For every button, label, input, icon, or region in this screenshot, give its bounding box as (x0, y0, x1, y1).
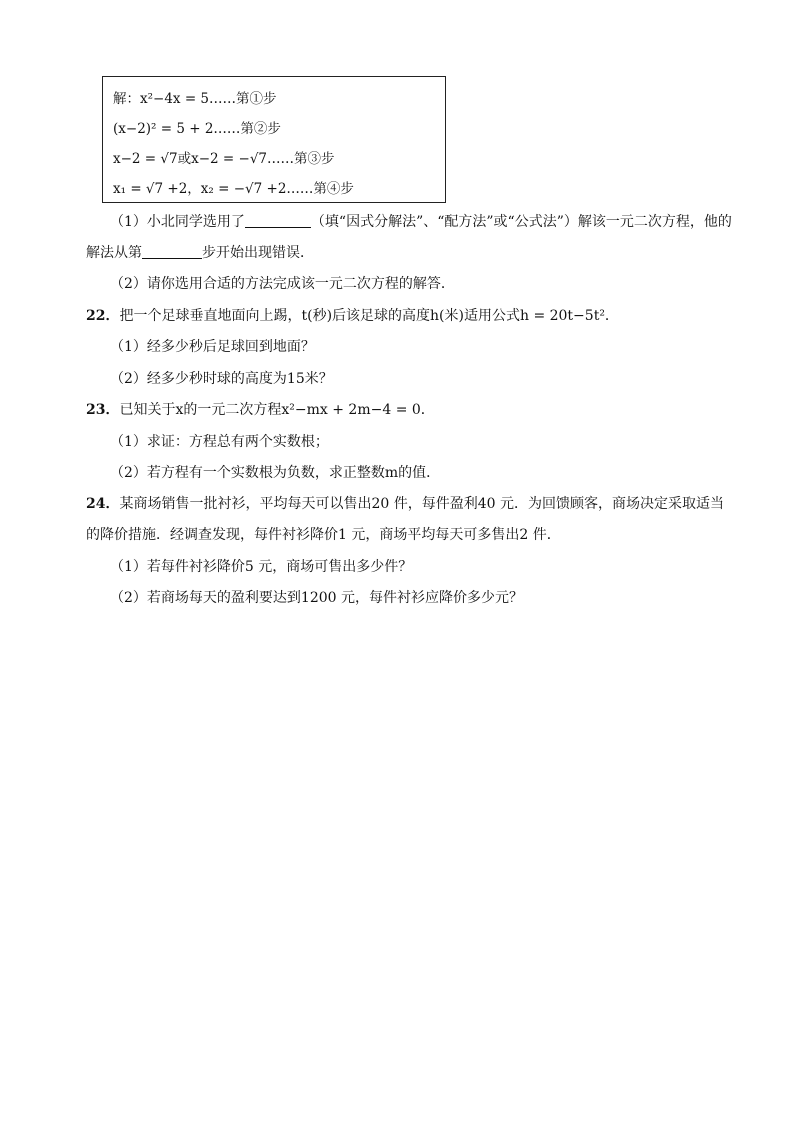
q24-stem-1: 某商场销售一批衬衫，平均每天可以售出20 件，每件盈利40 元．为回馈顾客，商场决定采取适当 (119, 496, 725, 512)
solution-step-3: x−2 = √7或x−2 = −√7……第③步 (113, 151, 335, 167)
q21-part1-a: （1）小北同学选用了 (110, 214, 245, 230)
q22-part1: （1）经多少秒后足球回到地面？ (110, 339, 315, 355)
q21-part1-line1 (110, 211, 732, 231)
q21-part2: （2）请你选用合适的方法完成该一元二次方程的解答． (110, 276, 455, 292)
solution-step-2: (x−2)² = 5 + 2……第②步 (113, 121, 281, 137)
q24-stem-line1 (86, 493, 724, 513)
q24-stem-line2: 的降价措施．经调查发现，每件衬衫降价1 元，商场平均每天可多售出2 件． (86, 527, 561, 543)
q22-part2: （2）经多少秒时球的高度为15米？ (110, 371, 333, 387)
q21-part1-d: 步开始出现错误． (202, 245, 314, 261)
q21-part1-line2 (86, 242, 314, 262)
solution-step-4: x₁ = √7 +2，x₂ = −√7 +2……第④步 (113, 181, 354, 197)
q23-part1: （1）求证：方程总有两个实数根； (110, 434, 329, 450)
q24-part1: （1）若每件衬衫降价5 元，商场可售出多少件？ (110, 559, 413, 575)
q21-part1-c: 解法从第 (86, 245, 142, 261)
q23-stem: 已知关于x的一元二次方程x²−mx + 2m−4 = 0． (119, 402, 435, 418)
q21-part1-b: （填“因式分解法”、“配方法”或“公式法”）解该一元二次方程，他的 (310, 214, 732, 230)
q21-method-blank[interactable] (245, 213, 311, 228)
solution-box (102, 76, 446, 203)
q22-number: 22． (86, 308, 120, 324)
q22-stem: 把一个足球垂直地面向上踢，t(秒)后该足球的高度h(米)适用公式h = 20t−5t²． (119, 308, 619, 324)
q21-step-blank[interactable] (142, 244, 202, 259)
solution-step-1: 解：x²−4x = 5……第①步 (113, 91, 277, 107)
q23-number: 23． (86, 402, 120, 418)
q23-part2: （2）若方程有一个实数根为负数，求正整数m的值． (110, 465, 441, 481)
q23-stem-line (86, 399, 435, 419)
q24-part2: （2）若商场每天的盈利要达到1200 元，每件衬衫应降价多少元？ (110, 590, 523, 606)
q24-number: 24． (86, 496, 120, 512)
q22-stem-line (86, 305, 619, 325)
